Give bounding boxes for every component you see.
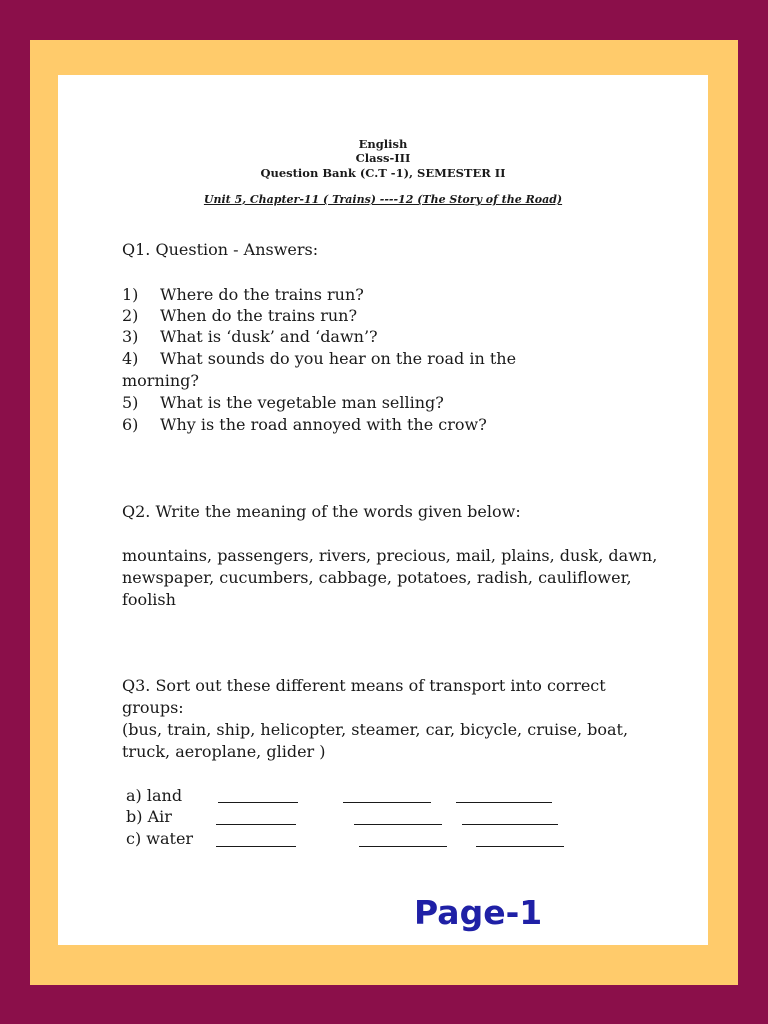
question-bank-heading: Question Bank (C.T -1), SEMESTER II	[260, 166, 506, 180]
q2-word-list: mountains, passengers, rivers, precious, mail, plains, dusk, dawn, newspaper, cucumbers, cabbage, potatoes, radish, cauliflower, foolish	[122, 546, 658, 609]
answer-blank[interactable]	[359, 846, 447, 847]
answer-blank[interactable]	[462, 824, 558, 825]
q1-item	[122, 327, 378, 347]
class-heading: Class-III	[355, 151, 411, 165]
q1-item	[122, 306, 357, 326]
q1-item-number: 5)	[122, 393, 139, 412]
answer-blank[interactable]	[343, 802, 431, 803]
answer-blank[interactable]	[456, 802, 552, 803]
answer-blank[interactable]	[476, 846, 564, 847]
q1-item	[122, 393, 444, 413]
page-number-label: Page-1	[414, 893, 543, 932]
q1-item-number: 3)	[122, 327, 139, 346]
q1-item-number: 6)	[122, 415, 139, 434]
q3-title: Q3. Sort out these different means of transport into correct groups:	[122, 676, 606, 717]
q1-item	[122, 349, 516, 369]
q1-item-text: What sounds do you hear on the road in the	[160, 349, 517, 368]
answer-blank[interactable]	[354, 824, 442, 825]
q1-item-text: What is ‘dusk’ and ‘dawn’?	[160, 327, 378, 346]
q2-title: Q2. Write the meaning of the words given below:	[122, 502, 521, 521]
q1-item-continuation	[122, 371, 199, 391]
subject-heading: English	[358, 137, 408, 151]
answer-blank[interactable]	[216, 824, 296, 825]
option-land: a) land	[126, 786, 183, 805]
q1-item-number: 4)	[122, 349, 139, 368]
q1-item-number: 1)	[122, 285, 139, 304]
q1-item-text: When do the trains run?	[160, 306, 358, 325]
worksheet-page	[58, 75, 708, 945]
option-air: b) Air	[126, 807, 172, 826]
answer-blank[interactable]	[218, 802, 298, 803]
q1-item-number: 2)	[122, 306, 139, 325]
q1-item-text: morning?	[122, 371, 199, 390]
q1-item	[122, 415, 487, 435]
answer-blank[interactable]	[216, 846, 296, 847]
q1-item-text: Where do the trains run?	[160, 285, 364, 304]
unit-chapter-line: Unit 5, Chapter-11 ( Trains) ----12 (The Story of the Road)	[203, 193, 563, 206]
q1-item-text: What is the vegetable man selling?	[160, 393, 444, 412]
q1-title: Q1. Question - Answers:	[122, 240, 319, 259]
q3-transport-list: (bus, train, ship, helicopter, steamer, car, bicycle, cruise, boat, truck, aeroplane, glider )	[122, 720, 629, 761]
q1-item-text: Why is the road annoyed with the crow?	[160, 415, 487, 434]
q1-item	[122, 285, 364, 305]
option-water: c) water	[126, 829, 194, 848]
